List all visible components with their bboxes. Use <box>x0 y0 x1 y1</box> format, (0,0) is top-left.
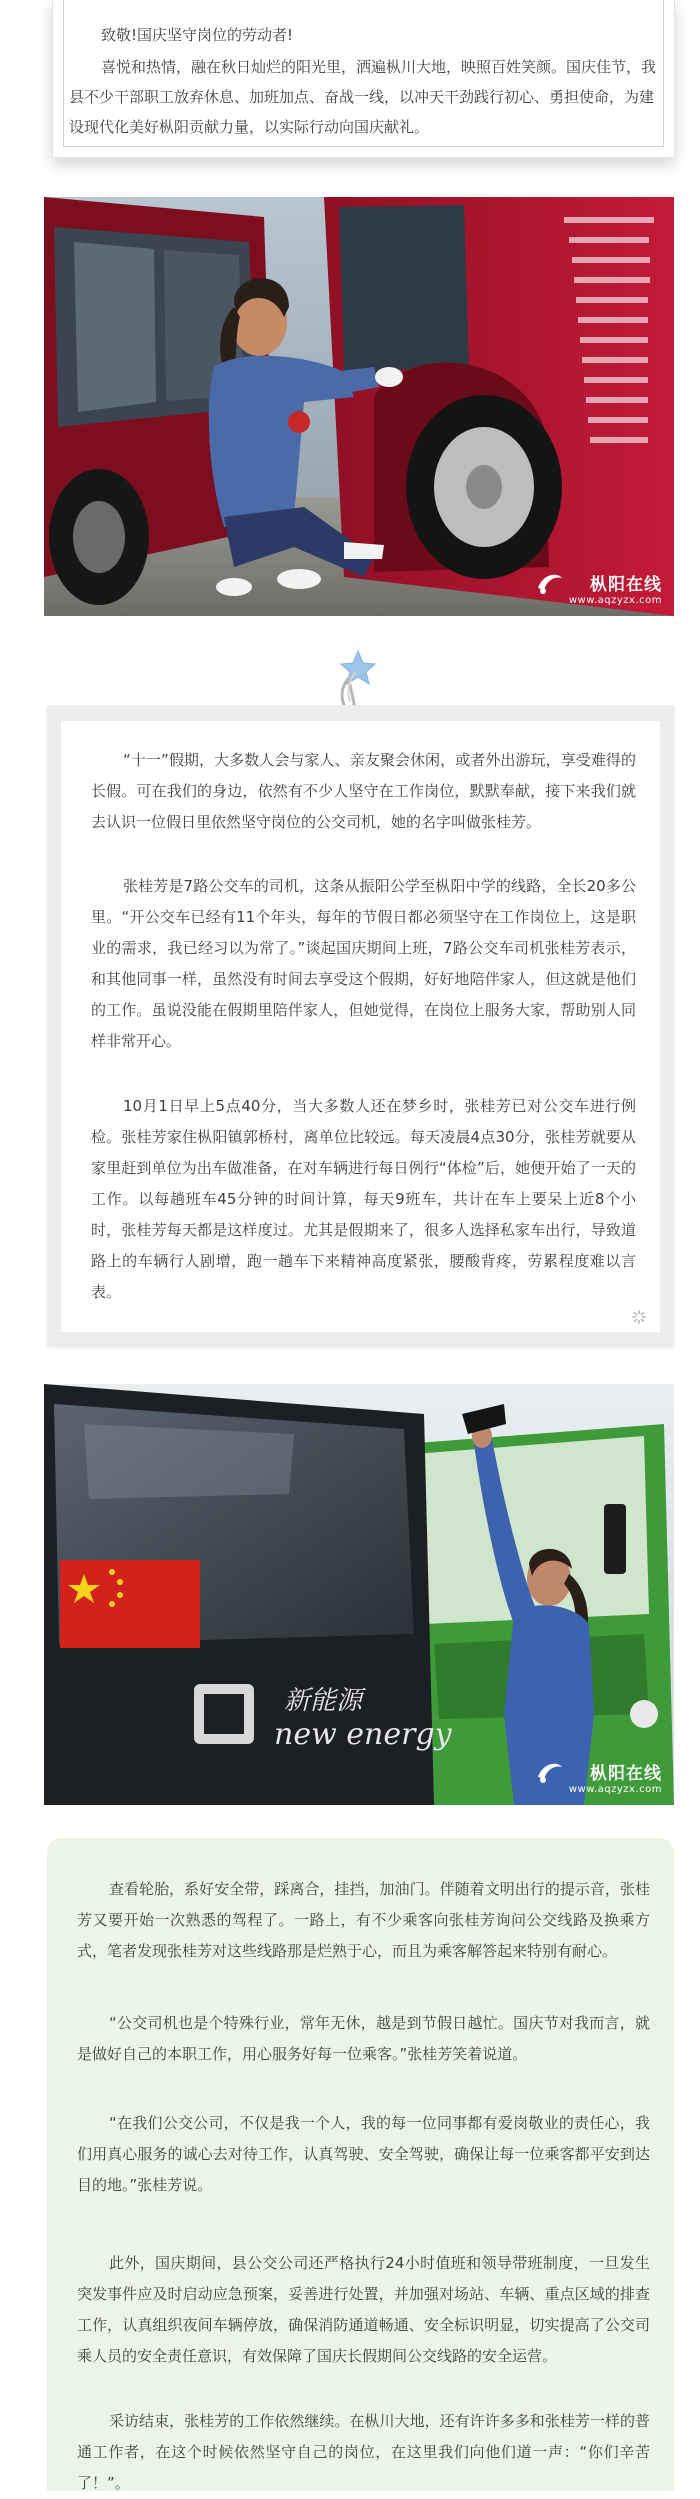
story-box-green <box>47 1838 674 2491</box>
loading-spinner-icon <box>632 1310 646 1324</box>
story-paragraph: 张桂芳是7路公交车的司机，这条从振阳公学至枞阳中学的线路，全长20多公里。“开公交车已经有11个年头，每年的节假日都必须坚守在工作岗位上，这是职业的需求，我已经习以为常了。”谈起国庆期间上班，7路公交车司机张桂芳表示，和其他同事一样，虽然没有时间去享受这个假期，好好地陪伴家人，但这就是他们的工作。虽说没能在假期里陪伴家人，但她觉得，在岗位上服务大家，帮助别人同样非常开心。 <box>91 877 636 1050</box>
watermark <box>569 570 662 606</box>
watermark-name: 枞阳在线 <box>590 575 662 595</box>
photo-tire-inspection <box>44 197 674 616</box>
story-box-inner <box>61 721 660 1332</box>
watermark-url: www.aqzyzx.com <box>568 1784 662 1795</box>
star-pin-icon <box>332 649 376 711</box>
story-paragraph: 查看轮胎，系好安全带，踩离合，挂挡，加油门。伴随着文明出行的提示音，张桂芳又要开始一次熟悉的驾程了。一路上，有不少乘客向张桂芳询问公交线路及换乘方式，笔者发现张桂芳对这些线路那是烂熟于心，而且为乘客解答起来特别有耐心。 <box>77 1880 650 1960</box>
watermark-name: 枞阳在线 <box>590 1764 662 1784</box>
photo-windshield-cleaning <box>44 1384 674 1805</box>
watermark-url: www.aqzyzx.com <box>568 595 662 606</box>
story-box-gray <box>47 705 674 1346</box>
story-paragraph: 此外，国庆期间，县公交公司还严格执行24小时值班和领导带班制度，一旦发生突发事件应及时启动应急预案，妥善进行处置，并加强对场站、车辆、重点区域的排查工作，认真组织夜间车辆停放，确保消防通道畅通、安全标识明显，切实提高了公交司乘人员的安全责任意识，有效保障了国庆长假期间公交线路的安全运营。 <box>77 2254 650 2365</box>
story-paragraph: 采访结束，张桂芳的工作依然继续。在枞川大地，还有许许多多和张桂芳一样的普通工作者，在这个时候依然坚守自己的岗位，在这里我们向他们道一声：“你们辛苦了！”。 <box>77 2412 650 2492</box>
watermark <box>569 1759 662 1795</box>
bus-brand-text: 新能源 <box>284 1686 363 1716</box>
watermark-logo-icon <box>535 1759 565 1785</box>
intro-box <box>52 0 675 158</box>
bus-brand-en-text: new energy <box>274 1717 452 1752</box>
watermark-logo-icon <box>535 570 565 596</box>
intro-holiday-text: 喜悦和热情，融在秋日灿烂的阳光里，洒遍枞川大地，映照百姓笑颜。国庆佳节，我县不少干部职工放弃休息、加班加点、奋战一线，以冲天干劲践行初心、勇担使命，为建设现代化美好枞阳贡献力量，以实际行动向国庆献礼。 <box>69 58 657 136</box>
story-paragraph: 10月1日早上5点40分，当大多数人还在梦乡时，张桂芳已对公交车进行例检。张桂芳家住枞阳镇郭桥村，离单位比较远。每天凌晨4点30分，张桂芳就要从家里赶到单位为出车做准备，在对车辆进行每日例行“体检”后，她便开始了一天的工作。以每趟班车45分钟的时间计算，每天9班车，共计在车上要呆上近8个小时，张桂芳每天都是这样度过。尤其是假期来了，很多人选择私家车出行，导致道路上的车辆行人剧增，跑一趟车下来精神高度紧张，腰酸背疼，劳累程度难以言表。 <box>91 1097 636 1301</box>
intro-greeting: 致敬!国庆坚守岗位的劳动者! <box>101 26 294 44</box>
story-paragraph: “公交司机也是个特殊行业，常年无休，越是到节假日越忙。国庆节对我而言，就是做好自己的本职工作，用心服务好每一位乘客。”张桂芳笑着说道。 <box>77 2014 650 2063</box>
story-paragraph: “十一”假期，大多数人会与家人、亲友聚会休闲，或者外出游玩，享受难得的长假。可在我们的身边，依然有不少人坚守在工作岗位，默默奉献，接下来我们就去认识一位假日里依然坚守岗位的公交司机，她的名字叫做张桂芳。 <box>91 751 636 831</box>
story-paragraph: “在我们公交公司，不仅是我一个人，我的每一位同事都有爱岗敬业的责任心，我们用真心服务的诚心去对待工作，认真驾驶、安全驾驶，确保让每一位乘客都平安到达目的地。”张桂芳说。 <box>77 2114 650 2194</box>
